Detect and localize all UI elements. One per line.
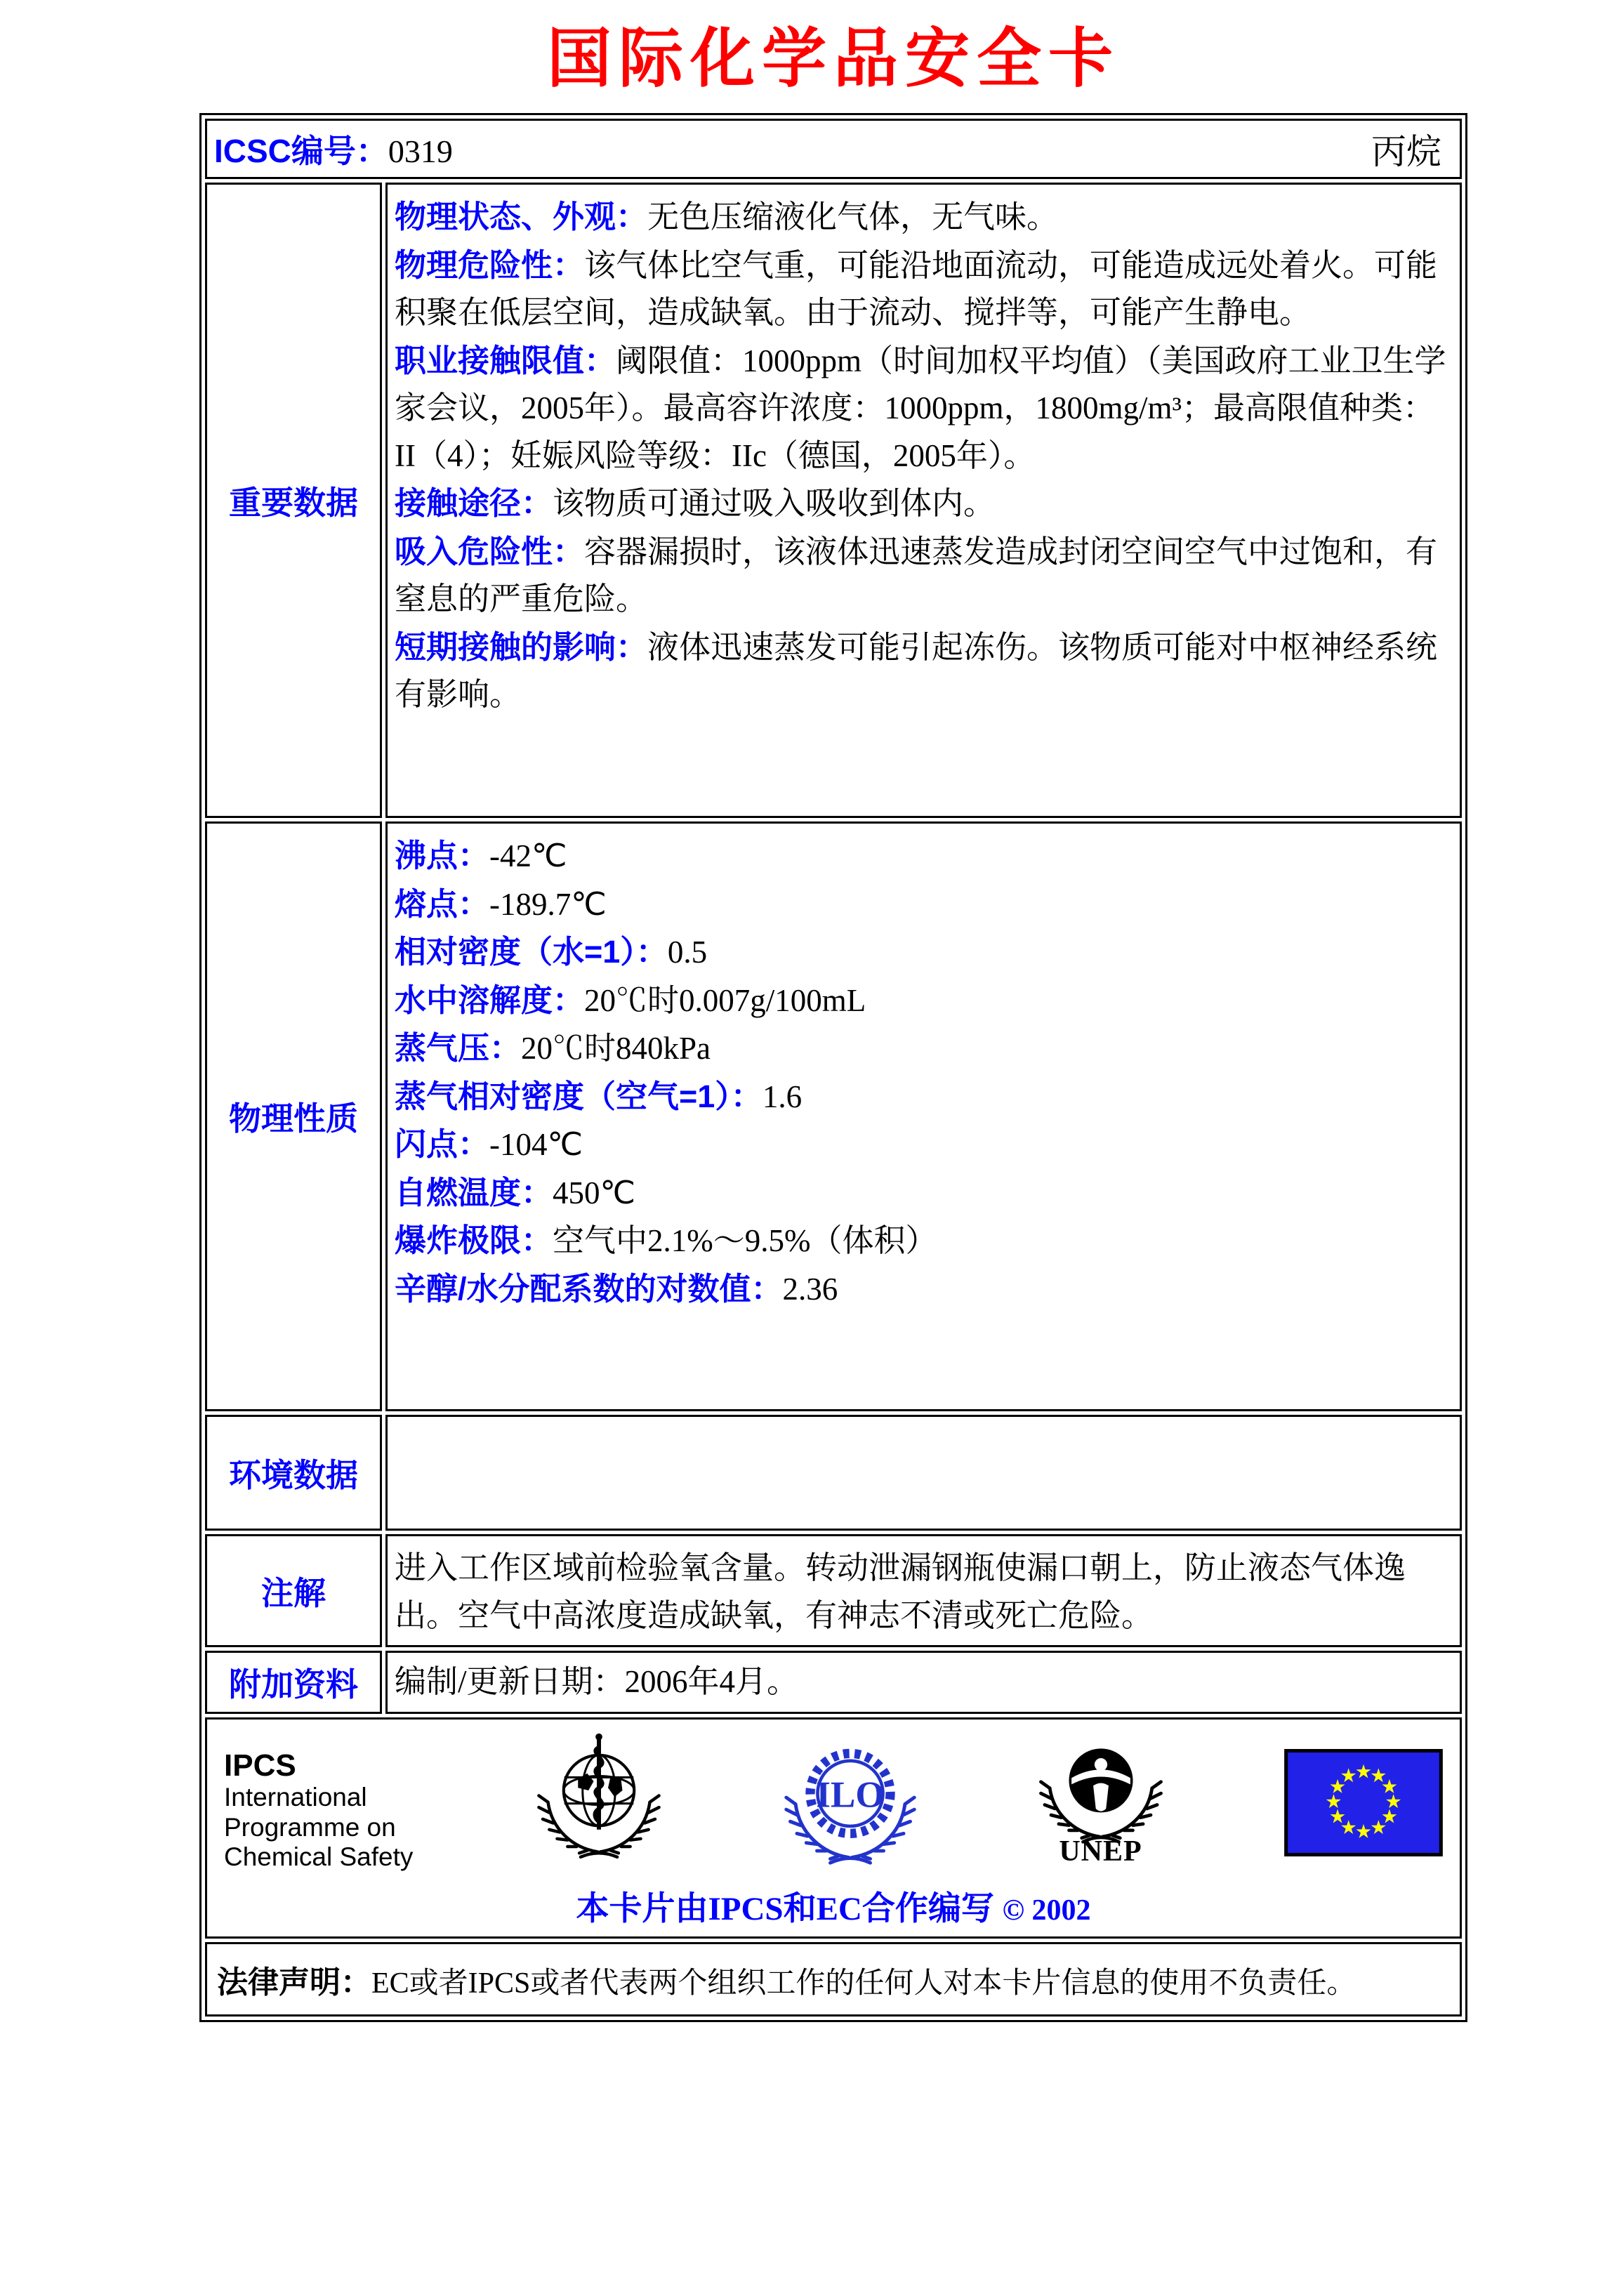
item-label: 短期接触的影响： [395, 628, 648, 665]
property-label: 爆炸极限： [395, 1222, 553, 1259]
logos-cell [205, 1717, 1462, 1939]
header-row [205, 119, 1462, 179]
important-data-item [395, 623, 1448, 719]
notes-content: 进入工作区域前检验氧含量。转动泄漏钢瓶使漏口朝上，防止液态气体逸出。空气中高浓度造成缺氧，有神志不清或死亡危险。 [385, 1534, 1462, 1647]
ilo-logo [784, 1729, 917, 1867]
item-text: 液体迅速蒸发可能引起冻伤。该物质可能对中枢神经系统有影响。 [395, 629, 1438, 713]
physical-properties-content [385, 821, 1462, 1411]
ipcs-name: IPCS [224, 1748, 296, 1783]
property-item [395, 977, 1448, 1025]
item-label: 吸入危险性： [395, 533, 585, 569]
icsc-number-group [214, 126, 453, 172]
property-label: 辛醇/水分配系数的对数值： [395, 1270, 783, 1307]
legal-text: EC或者IPCS或者代表两个组织工作的任何人对本卡片信息的使用不负责任。 [371, 1967, 1356, 2000]
header-cell [205, 119, 1462, 179]
unep-logo-icon [1037, 1729, 1165, 1844]
item-label: 物理状态、外观： [395, 199, 648, 235]
property-label: 蒸气相对密度（空气=1）： [395, 1078, 763, 1114]
property-item [395, 1265, 1448, 1314]
icsc-card-table [199, 113, 1467, 2022]
ipcs-line: Programme on [224, 1812, 396, 1842]
ipcs-line: Chemical Safety [224, 1842, 414, 1872]
physical-properties-row [205, 821, 1462, 1411]
item-label: 职业接触限值： [395, 342, 616, 378]
important-data-item [395, 528, 1448, 623]
eu-flag [1284, 1729, 1443, 1856]
important-data-item [395, 337, 1448, 480]
property-item [395, 832, 1448, 880]
property-value: 1.6 [762, 1078, 803, 1114]
icsc-number-value: 0319 [388, 133, 453, 170]
property-item [395, 1024, 1448, 1073]
important-data-content [385, 183, 1462, 818]
property-label: 闪点： [395, 1126, 490, 1163]
item-text: 阈限值：1000ppm（时间加权平均值）（美国政府工业卫生学家会议，2005年）。最高容许浓度：1000ppm，1800mg/m³；最高限值种类：II（4）；妊娠风险等级：IIc（德国，2005年）。 [395, 343, 1446, 473]
who-logo [534, 1729, 664, 1870]
property-label: 水中溶解度： [395, 982, 585, 1018]
icsc-card-page [199, 24, 1467, 2022]
property-label: 熔点： [395, 885, 490, 922]
property-value: -189.7℃ [489, 886, 607, 922]
logos-caption [224, 1882, 1443, 1929]
property-value: -42℃ [489, 838, 567, 874]
section-label-environmental-data: 环境数据 [205, 1415, 382, 1531]
property-label: 沸点： [395, 838, 490, 874]
environmental-data-row [205, 1415, 1462, 1531]
unep-logo [1037, 1729, 1165, 1866]
copyright-text: © 2002 [1002, 1894, 1091, 1927]
section-label-notes: 注解 [205, 1534, 382, 1647]
eu-flag-icon [1284, 1749, 1443, 1856]
important-data-row [205, 183, 1462, 818]
legal-label: 法律声明： [217, 1965, 371, 2000]
section-label-physical-properties: 物理性质 [205, 821, 382, 1411]
important-data-item [395, 480, 1448, 528]
ilo-logo-icon [784, 1729, 917, 1867]
icsc-number-label: ICSC编号： [214, 133, 388, 170]
property-value: 20℃时840kPa [521, 1031, 711, 1067]
property-item [395, 1073, 1448, 1121]
legal-cell [205, 1942, 1462, 2017]
additional-info-content: 编制/更新日期：2006年4月。 [385, 1651, 1462, 1714]
ilo-monogram: ILO [816, 1774, 885, 1816]
ipcs-text-block [224, 1729, 414, 1873]
notes-row [205, 1534, 1462, 1647]
item-label: 物理危险性： [395, 246, 585, 283]
property-item [395, 928, 1448, 977]
property-label: 相对密度（水=1）： [395, 934, 668, 970]
property-value: 2.36 [782, 1271, 838, 1307]
who-logo-icon [534, 1729, 664, 1870]
unep-wordmark: UNEP [1059, 1835, 1142, 1868]
substance-name: 丙烷 [1371, 132, 1441, 172]
important-data-item [395, 193, 1448, 242]
item-text: 该气体比空气重，可能沿地面流动，可能造成远处着火。可能积聚在低层空间，造成缺氧。由于流动、搅拌等，可能产生静电。 [395, 247, 1438, 331]
property-value: 空气中2.1%～9.5%（体积） [553, 1223, 937, 1259]
item-text: 该物质可通过吸入吸收到体内。 [553, 486, 996, 522]
section-label-important-data: 重要数据 [205, 183, 382, 818]
property-value: 20℃时0.007g/100mL [584, 982, 866, 1018]
important-data-item [395, 242, 1448, 337]
property-item [395, 1121, 1448, 1169]
legal-row [205, 1942, 1462, 2017]
additional-info-row [205, 1651, 1462, 1714]
property-value: -104℃ [489, 1127, 583, 1163]
page-title: 国际化学品安全卡 [546, 23, 1120, 95]
property-item [395, 880, 1448, 929]
property-item [395, 1217, 1448, 1265]
item-text: 无色压缩液化气体，无气味。 [647, 199, 1059, 235]
property-value: 450℃ [553, 1175, 636, 1210]
property-label: 蒸气压： [395, 1030, 522, 1067]
item-label: 接触途径： [395, 485, 553, 522]
caption-text: 本卡片由IPCS和EC合作编写 [576, 1890, 994, 1927]
property-item [395, 1169, 1448, 1217]
property-label: 自燃温度： [395, 1174, 553, 1210]
property-value: 0.5 [667, 935, 708, 970]
logos-row [205, 1717, 1462, 1939]
item-text: 容器漏损时，该液体迅速蒸发造成封闭空间空气中过饱和，有窒息的严重危险。 [395, 534, 1438, 617]
environmental-data-content [385, 1415, 1462, 1531]
ipcs-line: International [224, 1783, 367, 1812]
section-label-additional-info: 附加资料 [205, 1651, 382, 1714]
